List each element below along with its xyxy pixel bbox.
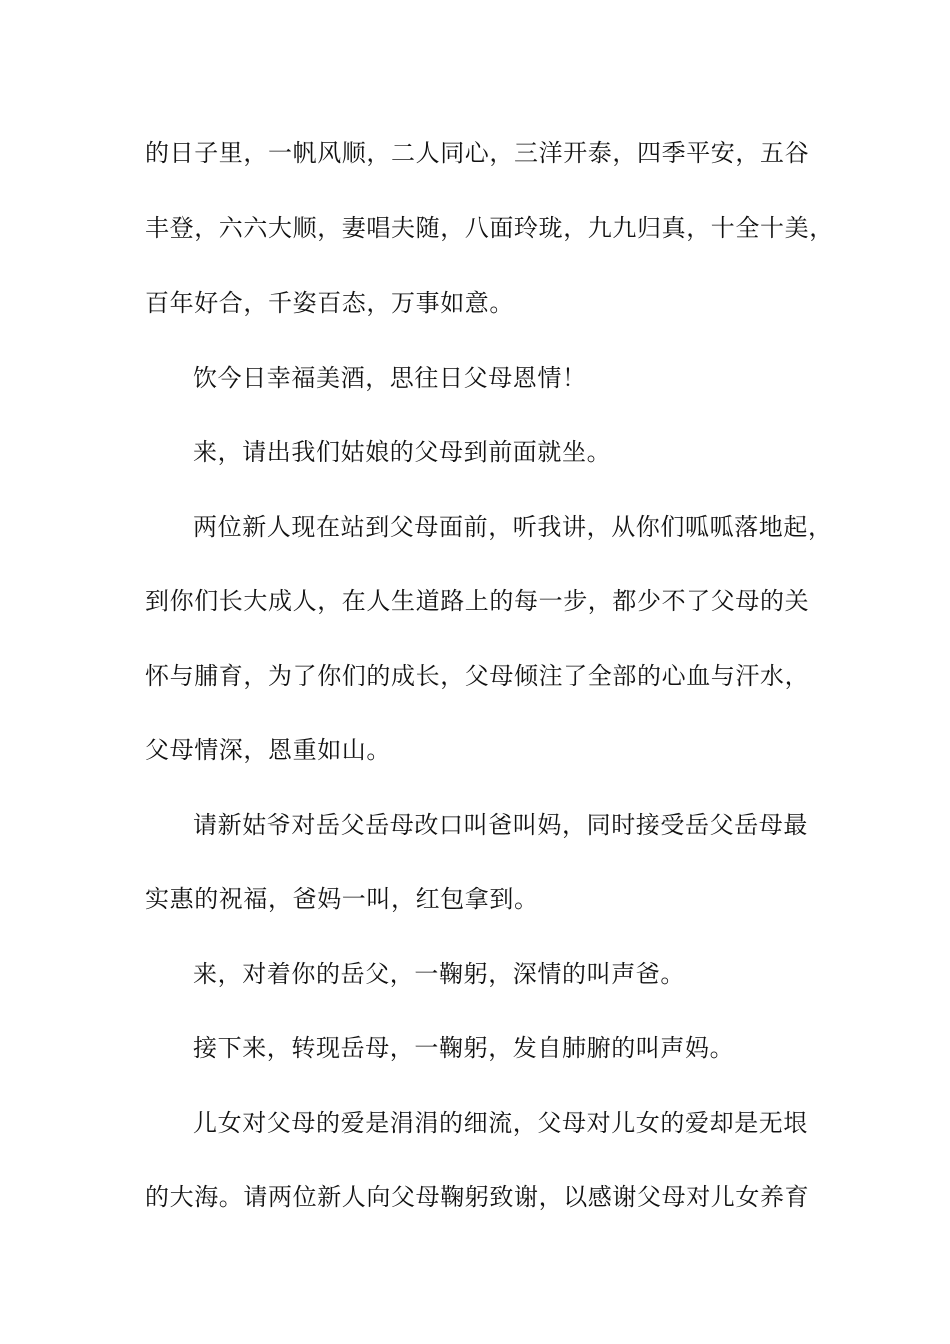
- paragraph-start-line: 来，请出我们姑娘的父母到前面就坐。: [193, 438, 612, 466]
- paragraph-start-line: 儿女对父母的爱是涓涓的细流，父母对儿女的爱却是无垠: [193, 1109, 808, 1137]
- text-line: 丰登，六六大顺，妻唱夫随，八面玲珑，九九归真，十全十美，: [145, 214, 834, 242]
- text-line: 百年好合，千姿百态，万事如意。: [145, 289, 514, 317]
- text-line: 到你们长大成人，在人生道路上的每一步，都少不了父母的关: [145, 587, 810, 615]
- paragraph-start-line: 两位新人现在站到父母面前，听我讲，从你们呱呱落地起，: [193, 513, 833, 541]
- paragraph-start-line: 请新姑爷对岳父岳母改口叫爸叫妈，同时接受岳父岳母最: [193, 811, 808, 839]
- paragraph-start-line: 饮今日幸福美酒，思往日父母恩情！: [193, 364, 587, 392]
- text-line: 怀与脯育，为了你们的成长，父母倾注了全部的心血与汗水，: [145, 662, 810, 690]
- paragraph-start-line: 来，对着你的岳父，一鞠躬，深情的叫声爸。: [193, 960, 685, 988]
- text-line: 的大海。请两位新人向父母鞠躬致谢，以感谢父母对儿女养育: [145, 1183, 810, 1211]
- paragraph-start-line: 接下来，转现岳母，一鞠躬，发自肺腑的叫声妈。: [193, 1034, 735, 1062]
- text-line: 父母情深，恩重如山。: [145, 736, 391, 764]
- text-line: 实惠的祝福，爸妈一叫，红包拿到。: [145, 885, 539, 913]
- text-line: 的日子里，一帆风顺，二人同心，三洋开泰，四季平安，五谷: [145, 139, 810, 167]
